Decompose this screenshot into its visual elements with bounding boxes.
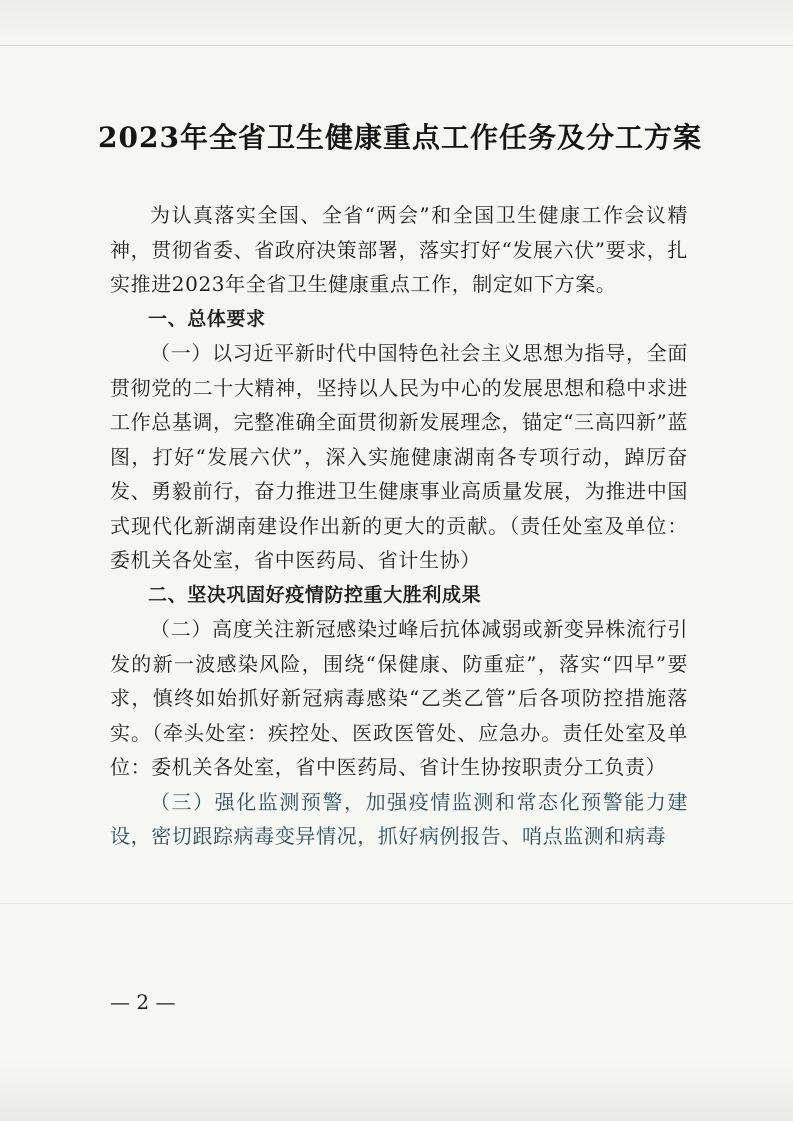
scan-artifact-line: [0, 903, 793, 904]
item-3-paragraph: （三）强化监测预警，加强疫情监测和常态化预警能力建设，密切跟踪病毒变异情况，抓好病例报告、哨点监测和病毒: [110, 789, 688, 848]
scan-edge-line: [0, 45, 793, 46]
item-2-paragraph: （二）高度关注新冠感染过峰后抗体减弱或新变异株流行引发的新一波感染风险，围绕“保健康、防重症”，落实“四早”要求，慎终如始抓好新冠病毒感染“乙类乙管”后各项防控措施落实。（牵头处室：疾控处、医政医管处、应急办。责任处室及单位：委机关各处室，省中医药局、省计生协按职责分工负责）: [110, 617, 688, 779]
page-number: — 2 —: [110, 990, 176, 1014]
document-body: [110, 198, 688, 854]
section-heading-epidemic-control: 二、坚决巩固好疫情防控重大胜利成果: [148, 583, 482, 606]
item-1-paragraph: （一）以习近平新时代中国特色社会主义思想为指导，全面贯彻党的二十大精神，坚持以人民为中心的发展思想和稳中求进工作总基调，完整准确全面贯彻新发展理念，锚定“三高四新”蓝图，打好“发展六伏”，深入实施健康湖南各专项行动，踔厉奋发、勇毅前行，奋力推进卫生健康事业高质量发展，为推进中国式现代化新湖南建设作出新的更大的贡献。（责任处室及单位：委机关各处室，省中医药局、省计生协）: [110, 341, 688, 572]
section-heading-general-requirements: 一、总体要求: [148, 307, 266, 330]
document-title: 2023年全省卫生健康重点工作任务及分工方案: [98, 121, 702, 154]
intro-paragraph: 为认真落实全国、全省“两会”和全国卫生健康工作会议精神，贯彻省委、省政府决策部署，落实打好“发展六伏”要求，扎实推进2023年全省卫生健康重点工作，制定如下方案。: [110, 203, 688, 296]
